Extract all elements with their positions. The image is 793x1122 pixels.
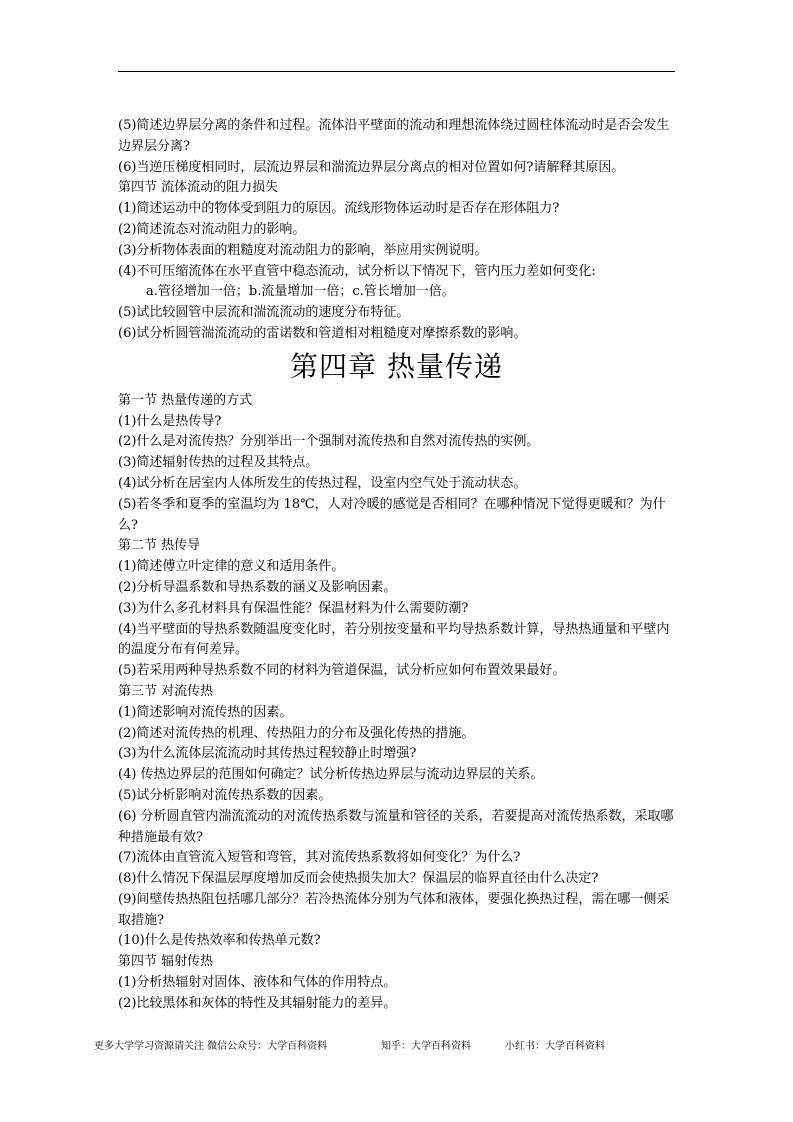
- text-line: (4)试分析在居室内人体所发生的传热过程，设室内空气处于流动状态。: [118, 475, 527, 491]
- text-line: (6)试分析圆管湍流流动的雷诺数和管道相对粗糙度对摩擦系数的影响。: [118, 325, 527, 341]
- text-line: (7)流体由直管流入短管和弯管，其对流传热系数将如何变化？为什么?: [118, 850, 521, 866]
- text-line: (2)简述对流传热的机理、传热阻力的分布及强化传热的措施。: [118, 725, 475, 741]
- text-line: (3)简述辐射传热的过程及其特点。: [118, 455, 319, 471]
- text-line: (2)比较黑体和灰体的特性及其辐射能力的差异。: [118, 995, 397, 1011]
- section-top: [118, 116, 675, 345]
- text-line: (1)简述运动中的物体受到阻力的原因。流线形物体运动时是否存在形体阻力?: [118, 201, 560, 217]
- text-line: (3)分析物体表面的粗糙度对流动阻力的影响，举应用实例说明。: [118, 242, 488, 258]
- text-line: (9)间壁传热热阻包括哪几部分？若冷热流体分别为气体和液体，要强化换热过程，需在哪一侧采取措施?: [118, 891, 670, 928]
- text-line: (5)若采用两种导热系数不同的材料为管道保温，试分析应如何布置效果最好。: [118, 663, 566, 679]
- text-line: (6)当逆压梯度相同时，层流边界层和湍流边界层分离点的相对位置如何?请解释其原因。: [118, 159, 625, 175]
- text-line: (4) 传热边界层的范围如何确定？试分析传热边界层与流动边界层的关系。: [118, 767, 544, 783]
- text-line: (5)若冬季和夏季的室温均为 18℃，人对冷暖的感觉是否相同？在哪种情况下觉得更暖和？为什么?: [118, 496, 666, 533]
- text-line: 第二节 热传导: [118, 538, 201, 554]
- text-line: (3)为什么流体层流流动时其传热过程较静止时增强?: [118, 746, 417, 762]
- text-line: (1)什么是热传导?: [118, 413, 222, 429]
- text-line: 第一节 热量传递的方式: [118, 392, 253, 408]
- text-line: (2)分析导温系数和导热系数的涵义及影响因素。: [118, 579, 397, 595]
- text-line: (2)什么是对流传热？分别举出一个强制对流传热和自然对流传热的实例。: [118, 434, 540, 450]
- text-line: (3)为什么多孔材料具有保温性能？保温材料为什么需要防潮?: [118, 600, 469, 616]
- text-line: (1)简述傅立叶定律的意义和适用条件。: [118, 559, 345, 575]
- text-line: (1)简述影响对流传热的因素。: [118, 704, 293, 720]
- text-line: (10)什么是传热效率和传热单元数?: [118, 933, 321, 949]
- chapter-title: 第四章 热量传递: [290, 349, 503, 383]
- text-line: (5)简述边界层分离的条件和过程。流体沿平壁面的流动和理想流体绕过圆柱体流动时是否会发生边界层分离?: [118, 118, 670, 154]
- text-line: 第三节 对流传热: [118, 683, 214, 699]
- section-bottom: [118, 391, 675, 1015]
- text-line: 第四节 流体流动的阻力损失: [118, 180, 279, 196]
- footer-zhihu: 知乎：大学百科资料: [381, 1041, 471, 1052]
- text-line: (4)不可压缩流体在水平直管中稳态流动，试分析以下情况下，管内压力差如何变化:: [118, 263, 596, 279]
- text-line: 第四节 辐射传热: [118, 954, 214, 970]
- footer-xiaohongshu: 小红书：大学百科资料: [505, 1041, 605, 1052]
- text-line: (5)试比较圆管中层流和湍流流动的速度分布特征。: [118, 305, 410, 321]
- page-body: [118, 116, 675, 1015]
- text-line: (5)试分析影响对流传热系数的因素。: [118, 787, 332, 803]
- text-line: (8)什么情况下保温层厚度增加反而会使热损失加大？保温层的临界直径由什么决定?: [118, 871, 599, 887]
- text-line: (2)简述流态对流动阻力的影响。: [118, 221, 306, 237]
- header-rule: [118, 71, 675, 72]
- text-line: (4)当平壁面的导热系数随温度变化时，若分别按变量和平均导热系数计算，导热热通量和平壁内的温度分布有何差异。: [118, 621, 670, 658]
- text-line: (6) 分析圆直管内湍流流动的对流传热系数与流量和管径的关系，若要提高对流传热系数，采取哪种措施最有效?: [118, 808, 674, 845]
- text-line: a.管径增加一倍；b.流量增加一倍；c.管长增加一倍。: [146, 284, 455, 300]
- text-line: (1)分析热辐射对固体、液体和气体的作用特点。: [118, 975, 397, 991]
- footer-wechat: 更多大学学习资源请关注 微信公众号：大学百科资料: [94, 1041, 328, 1052]
